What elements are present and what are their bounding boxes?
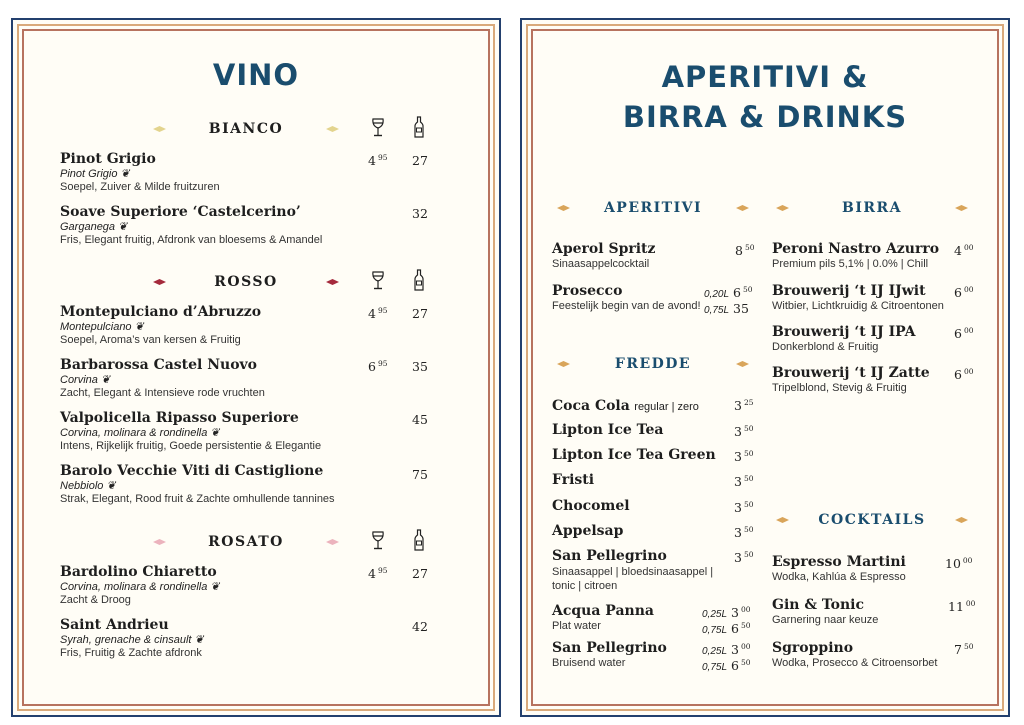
item-name: Gin & Tonic — [772, 597, 865, 613]
grape-variety: Garganega ❦ — [60, 221, 128, 233]
item-description: Zacht, Elegant & Intensieve rode vruchten — [60, 387, 265, 399]
menu-item — [552, 548, 713, 593]
section-label: FREDDE — [614, 356, 692, 372]
diamond-icon — [326, 279, 339, 285]
grape-variety: Nebbiolo ❦ — [60, 480, 116, 492]
item-price: 10 $^{00}$ — [945, 556, 973, 571]
item-description: Tripelblond, Stevig & Fruitig — [772, 382, 907, 394]
item-description: Plat water — [552, 620, 601, 632]
grape-variety: Corvina ❦ — [60, 374, 111, 386]
item-price: 3 $^{50}$ — [734, 474, 754, 489]
section-header-fredde — [557, 356, 749, 372]
section-label: ROSATO — [208, 534, 284, 550]
wine-menu-page — [11, 18, 501, 717]
diamond-icon — [736, 361, 749, 367]
item-price: 3 $^{25}$ — [734, 398, 754, 413]
menu-item — [60, 564, 220, 607]
menu-item — [772, 597, 878, 627]
menu-item — [60, 463, 335, 506]
item-name: Lipton Ice Tea Green — [552, 447, 716, 463]
diamond-icon — [557, 205, 570, 211]
section-header-bianco — [153, 121, 339, 137]
menu-item — [552, 498, 630, 514]
item-description: Feestelijk begin van de avond! — [552, 300, 701, 312]
diamond-icon — [955, 205, 968, 211]
grape-icon: ❦ — [118, 221, 128, 233]
item-price: 6 $^{00}$ — [954, 326, 974, 341]
grape-variety: Corvina, molinara & rondinella ❦ — [60, 427, 220, 439]
item-name: Sgroppino — [772, 640, 854, 656]
item-description: Wodka, Prosecco & Citroensorbet — [772, 657, 938, 669]
item-name: Soave Superiore ‘Castelcerino’ — [60, 204, 301, 220]
section-label: COCKTAILS — [818, 512, 926, 528]
menu-item — [552, 241, 655, 271]
item-description: Sinaasappel | bloedsinaasappel | — [552, 566, 714, 578]
item-price: 0,75L 35 — [704, 301, 749, 316]
grape-variety: Syrah, grenache & cinsault ❦ — [60, 634, 204, 646]
item-name: Brouwerij ‘t IJ IPA — [772, 324, 916, 340]
bottle-price: 32 — [412, 206, 428, 221]
item-price: 3 $^{50}$ — [734, 449, 754, 464]
menu-item — [552, 422, 663, 438]
wine-bottle-icon — [414, 529, 424, 556]
wine-bottle-icon — [414, 116, 424, 143]
item-price: 0,75L 6 $^{50}$ — [702, 658, 751, 673]
menu-item — [552, 640, 667, 670]
item-description: Witbier, Lichtkruidig & Citroentonen — [772, 300, 944, 312]
bottle-price: 75 — [412, 467, 428, 482]
menu-item — [60, 151, 220, 194]
diamond-icon — [736, 205, 749, 211]
item-name: Bardolino Chiaretto — [60, 564, 217, 580]
glass-price: 4 $^{95}$ — [368, 306, 388, 321]
section-header-aperitivi — [557, 200, 749, 216]
diamond-icon — [955, 517, 968, 523]
grape-icon: ❦ — [194, 634, 204, 646]
drinks-title-line2: BIRRA & DRINKS — [622, 100, 908, 134]
section-header-birra — [776, 200, 968, 216]
grape-icon: ❦ — [210, 581, 220, 593]
item-name: Brouwerij ‘t IJ IJwit — [772, 283, 926, 299]
menu-item — [552, 472, 594, 488]
menu-item — [552, 523, 623, 539]
menu-item — [772, 365, 930, 395]
bottle-price: 27 — [412, 306, 428, 321]
item-description: Zacht & Droog — [60, 594, 131, 606]
item-name: Espresso Martini — [772, 554, 906, 570]
item-price: 4 $^{00}$ — [954, 243, 974, 258]
menu-item — [772, 241, 939, 271]
diamond-icon — [776, 517, 789, 523]
glass-price: 4 $^{95}$ — [368, 566, 388, 581]
section-header-rosso — [153, 274, 339, 290]
menu-item — [60, 410, 321, 453]
menu-item — [60, 357, 265, 400]
item-name: Lipton Ice Tea — [552, 422, 664, 438]
item-description: Soepel, Zuiver & Milde fruitzuren — [60, 181, 220, 193]
item-name: San Pellegrino — [552, 548, 667, 564]
item-description: Fris, Elegant fruitig, Afdronk van bloesems & Amandel — [60, 234, 323, 246]
grape-variety: Corvina, molinara & rondinella ❦ — [60, 581, 220, 593]
wine-title: VINO — [212, 58, 300, 92]
diamond-icon — [326, 539, 339, 545]
item-price: 0,25L 3 $^{00}$ — [702, 605, 751, 620]
section-label: ROSSO — [214, 274, 278, 290]
menu-item — [60, 204, 322, 247]
item-name: San Pellegrino — [552, 640, 667, 656]
item-name: Acqua Panna — [552, 603, 654, 619]
section-label: BIANCO — [208, 121, 284, 137]
diamond-icon — [557, 361, 570, 367]
menu-item — [772, 640, 937, 670]
item-name: Chocomel — [552, 498, 630, 514]
bottle-price: 42 — [412, 619, 428, 634]
wine-glass-icon — [371, 118, 385, 142]
section-label: APERITIVI — [603, 200, 703, 216]
diamond-icon — [153, 126, 166, 132]
item-description: Bruisend water — [552, 657, 626, 669]
item-price: 0,20L 6 $^{50}$ — [704, 285, 753, 300]
item-description: Soepel, Aroma’s van kersen & Fruitig — [60, 334, 241, 346]
item-name: Fristi — [552, 472, 595, 488]
item-price: 8 $^{50}$ — [735, 243, 755, 258]
item-price: 11 $^{00}$ — [948, 599, 976, 614]
item-name: Barbarossa Castel Nuovo — [60, 357, 258, 373]
section-header-cocktails — [776, 512, 968, 528]
section-label: BIRRA — [841, 200, 902, 216]
grape-variety: Pinot Grigio ❦ — [60, 168, 130, 180]
wine-glass-icon — [371, 271, 385, 295]
item-name: Barolo Vecchie Viti di Castiglione — [60, 463, 324, 479]
menu-item — [552, 397, 699, 415]
diamond-icon — [153, 279, 166, 285]
item-price: 6 $^{00}$ — [954, 285, 974, 300]
grape-icon: ❦ — [120, 168, 130, 180]
menu-item — [552, 283, 701, 313]
grape-icon: ❦ — [106, 480, 116, 492]
wine-bottle-icon — [414, 269, 424, 296]
grape-icon: ❦ — [134, 321, 144, 333]
item-note: regular | zero — [634, 401, 699, 413]
item-name: Appelsap — [552, 523, 624, 539]
wine-glass-icon — [371, 531, 385, 555]
item-price: 0,25L 3 $^{00}$ — [702, 642, 751, 657]
menu-item — [772, 554, 906, 584]
menu-item — [772, 324, 916, 354]
item-description: Fris, Fruitig & Zachte afdronk — [60, 647, 202, 659]
item-name: Pinot Grigio — [60, 151, 156, 167]
item-name: Prosecco — [552, 283, 623, 299]
item-name: Saint Andrieu — [60, 617, 169, 633]
drinks-title-line1: APERITIVI & — [661, 60, 869, 94]
item-description: Premium pils 5,1% | 0.0% | Chill — [772, 258, 929, 270]
item-description: Intens, Rijkelijk fruitig, Goede persistentie & Elegantie — [60, 440, 322, 452]
menu-item — [772, 283, 944, 313]
item-name: Montepulciano d’Abruzzo — [60, 304, 262, 320]
bottle-price: 27 — [412, 566, 428, 581]
item-price: 0,75L 6 $^{50}$ — [702, 621, 751, 636]
diamond-icon — [776, 205, 789, 211]
bottle-price: 45 — [412, 412, 428, 427]
item-price: 3 $^{50}$ — [734, 525, 754, 540]
bottle-price: 35 — [412, 359, 428, 374]
item-name: Coca Cola — [552, 398, 630, 414]
item-description: Donkerblond & Fruitig — [772, 341, 879, 353]
item-description: tonic | citroen — [552, 580, 618, 592]
grape-icon: ❦ — [100, 374, 111, 386]
item-description: Wodka, Kahlúa & Espresso — [772, 571, 906, 583]
item-price: 3 $^{50}$ — [734, 424, 754, 439]
grape-icon: ❦ — [210, 427, 220, 439]
item-price: 3 $^{50}$ — [734, 500, 754, 515]
item-price: 7 $^{50}$ — [954, 642, 974, 657]
item-price: 6 $^{00}$ — [954, 367, 974, 382]
menu-item — [552, 603, 654, 633]
item-description: Garnering naar keuze — [772, 614, 879, 626]
section-header-rosato — [153, 534, 339, 550]
glass-price: 6 $^{95}$ — [368, 359, 388, 374]
menu-item — [552, 447, 716, 463]
bottle-price: 27 — [412, 153, 428, 168]
diamond-icon — [153, 539, 166, 545]
item-name: Peroni Nastro Azurro — [772, 241, 940, 257]
item-description: Sinaasappelcocktail — [552, 258, 650, 270]
glass-price: 4 $^{95}$ — [368, 153, 388, 168]
item-name: Brouwerij ‘t IJ Zatte — [772, 365, 930, 381]
menu-item — [60, 617, 204, 660]
menu-item — [60, 304, 261, 347]
item-price: 3 $^{50}$ — [734, 550, 754, 565]
item-name: Valpolicella Ripasso Superiore — [60, 410, 299, 426]
diamond-icon — [326, 126, 339, 132]
item-name: Aperol Spritz — [552, 241, 656, 257]
grape-variety: Montepulciano ❦ — [60, 321, 144, 333]
drinks-menu-page — [520, 18, 1010, 717]
item-description: Strak, Elegant, Rood fruit & Zachte omhullende tannines — [60, 493, 335, 505]
